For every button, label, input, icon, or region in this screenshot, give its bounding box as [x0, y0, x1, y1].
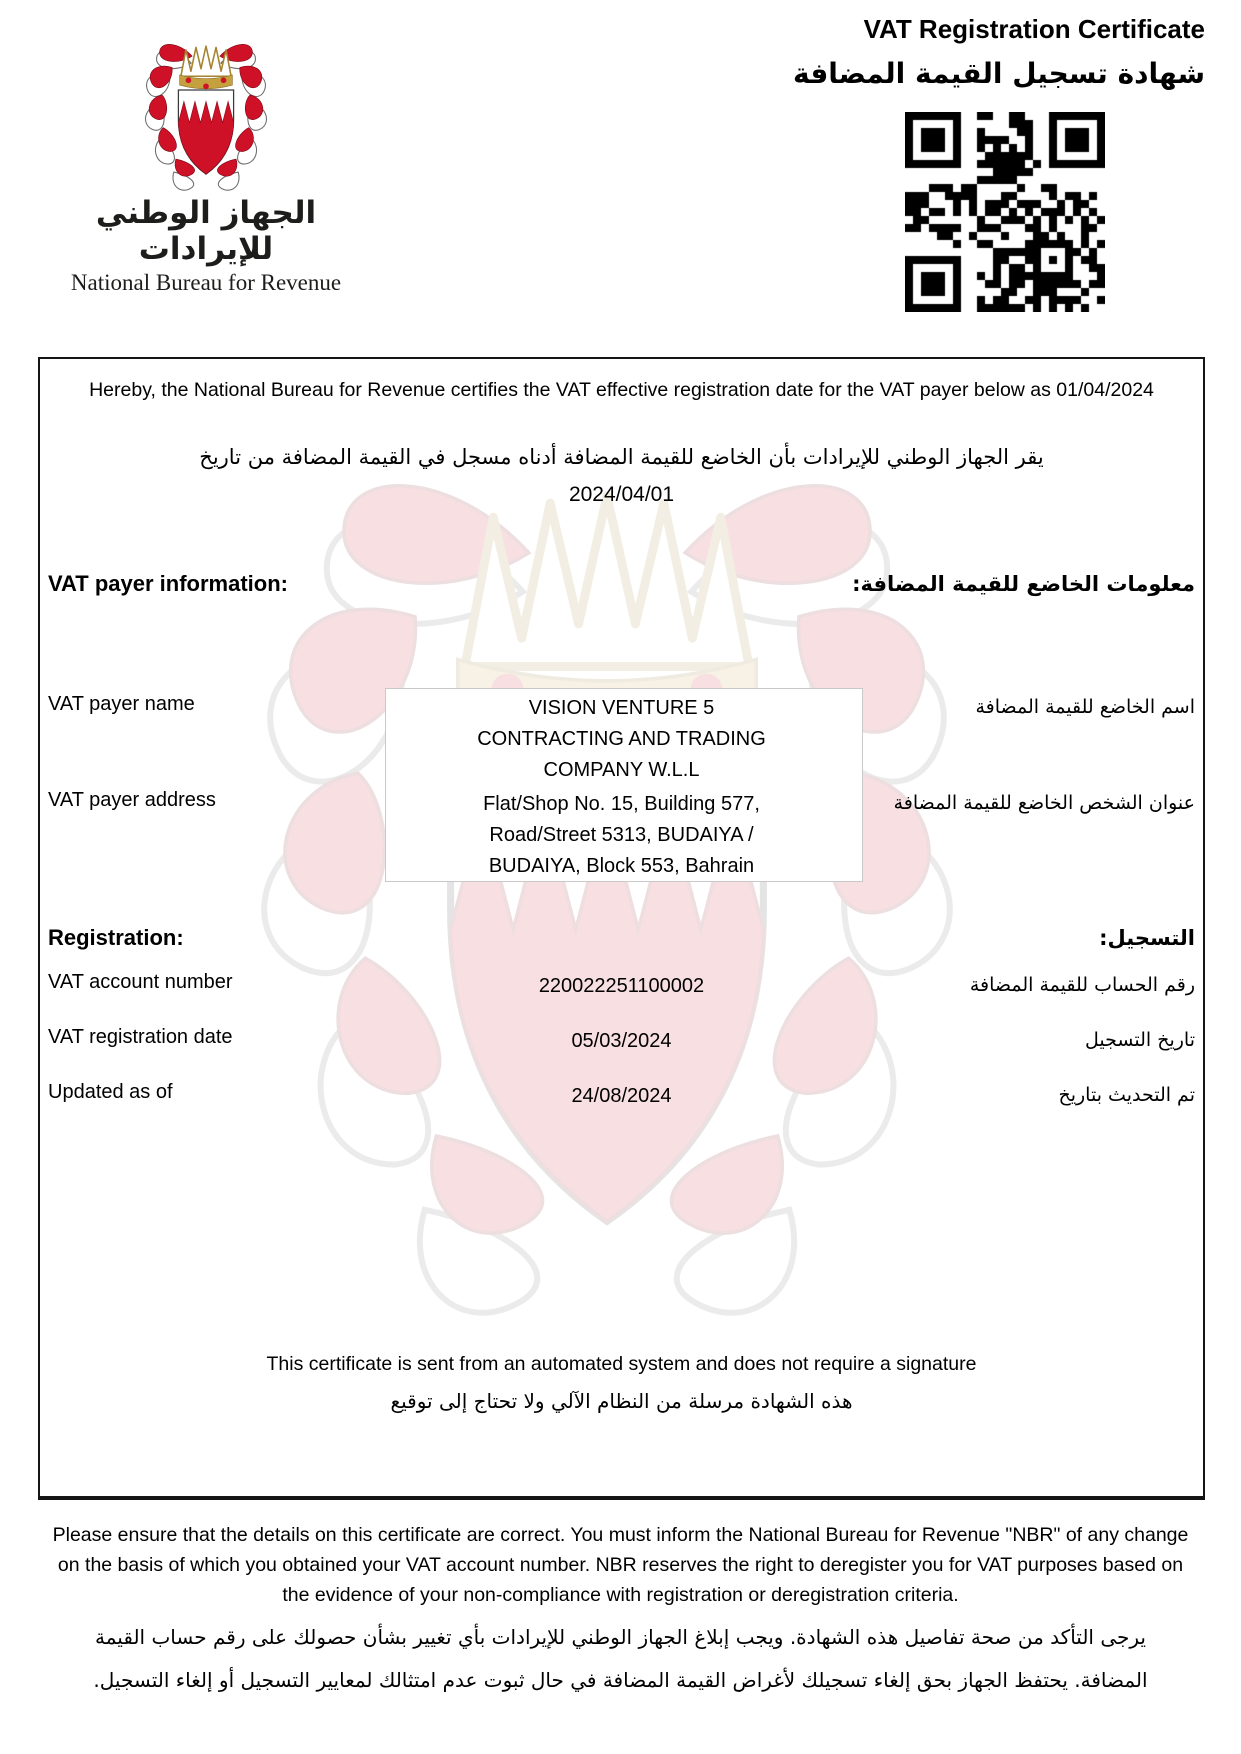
payer-name-row	[40, 693, 1203, 786]
title-block	[793, 14, 1205, 90]
vat-account-number-label-english: VAT account number	[48, 971, 233, 993]
vat-registration-date-value: 05/03/2024	[571, 1030, 672, 1052]
payer-info-heading-english: VAT payer information:	[48, 571, 288, 596]
registration-heading-arabic: التسجيل:	[1099, 926, 1195, 950]
qr-code	[905, 112, 1105, 312]
registration-heading-english: Registration:	[48, 925, 184, 950]
updated-as-of-label-arabic: تم التحديث بتاريخ	[1058, 1084, 1195, 1106]
updated-as-of-label-english: Updated as of	[48, 1081, 173, 1103]
disclaimer-english: Please ensure that the details on this certificate are correct. You must inform the National Bureau for Revenue "NBR" of any change on the basis of which you obtained your VAT account number. NBR reserves the right to deregister you for VAT purposes based on the evidence of your non-compliance with registration or deregistration criteria.	[52, 1524, 1189, 1607]
certificate-title-arabic: شهادة تسجيل القيمة المضافة	[792, 57, 1205, 90]
vat-registration-date-row	[40, 1026, 1203, 1057]
disclaimer-arabic: يرجى التأكد من صحة تفاصيل هذه الشهادة. ويجب إبلاغ الجهاز الوطني للإيرادات بأي تغيير بشأن حصولك على رقم حساب القيمة المضافة. يحتفظ الجهاز بحق إلغاء تسجيلك لأغراض القيمة المضافة في حال ثبوت عدم امتثالك لمعايير التسجيل أو إلغاء التسجيل.	[93, 1625, 1148, 1692]
payer-address-label-arabic: عنوان الشخص الخاضع للقيمة المضافة	[893, 792, 1195, 814]
payer-info-heading-arabic: معلومات الخاضع للقيمة المضافة:	[852, 572, 1195, 596]
payer-name-value: VISION VENTURE 5 CONTRACTING AND TRADING COMPANY W.L.L	[477, 697, 766, 781]
vat-account-number-row	[40, 971, 1203, 1002]
org-block	[50, 36, 362, 296]
payer-address-value: Flat/Shop No. 15, Building 577, Road/Street 5313, BUDAIYA / BUDAIYA, Block 553, Bahrain	[483, 793, 760, 877]
updated-as-of-value: 24/08/2024	[571, 1085, 672, 1107]
effective-date-numeric: 2024/04/01	[568, 483, 675, 506]
automated-system-note-arabic: هذه الشهادة مرسلة من النظام الآلي ولا تحتاج إلى توقيع	[390, 1389, 853, 1413]
payer-name-label-english: VAT payer name	[48, 693, 195, 715]
updated-as-of-row	[40, 1081, 1203, 1112]
payer-info-heading-row	[40, 571, 1203, 597]
vat-account-number-label-arabic: رقم الحساب للقيمة المضافة	[969, 974, 1195, 996]
automated-system-note-english: This certificate is sent from an automated system and does not require a signature	[266, 1353, 977, 1375]
certification-statement-english: Hereby, the National Bureau for Revenue certifies the VAT effective registration date for the VAT payer below as 01/04/2024	[89, 379, 1154, 401]
certificate-title-english: VAT Registration Certificate	[863, 14, 1205, 44]
payer-name-label-arabic: اسم الخاضع للقيمة المضافة	[975, 696, 1195, 718]
org-name-arabic: الجهاز الوطني للإيرادات	[95, 195, 317, 267]
org-name-english: National Bureau for Revenue	[70, 270, 342, 295]
registration-heading-row	[40, 925, 1203, 951]
payer-address-row	[40, 789, 1203, 882]
payer-address-label-english: VAT payer address	[48, 789, 216, 811]
certificate-box	[38, 357, 1205, 1500]
vat-registration-date-label-arabic: تاريخ التسجيل	[1085, 1029, 1195, 1051]
bahrain-coat-of-arms-icon	[137, 36, 275, 193]
vat-account-number-value: 220022251100002	[538, 975, 705, 997]
certification-statement-arabic: يقر الجهاز الوطني للإيرادات بأن الخاضع للقيمة المضافة أدناه مسجل في القيمة المضافة من تاريخ	[199, 445, 1044, 469]
vat-registration-date-label-english: VAT registration date	[48, 1026, 233, 1048]
